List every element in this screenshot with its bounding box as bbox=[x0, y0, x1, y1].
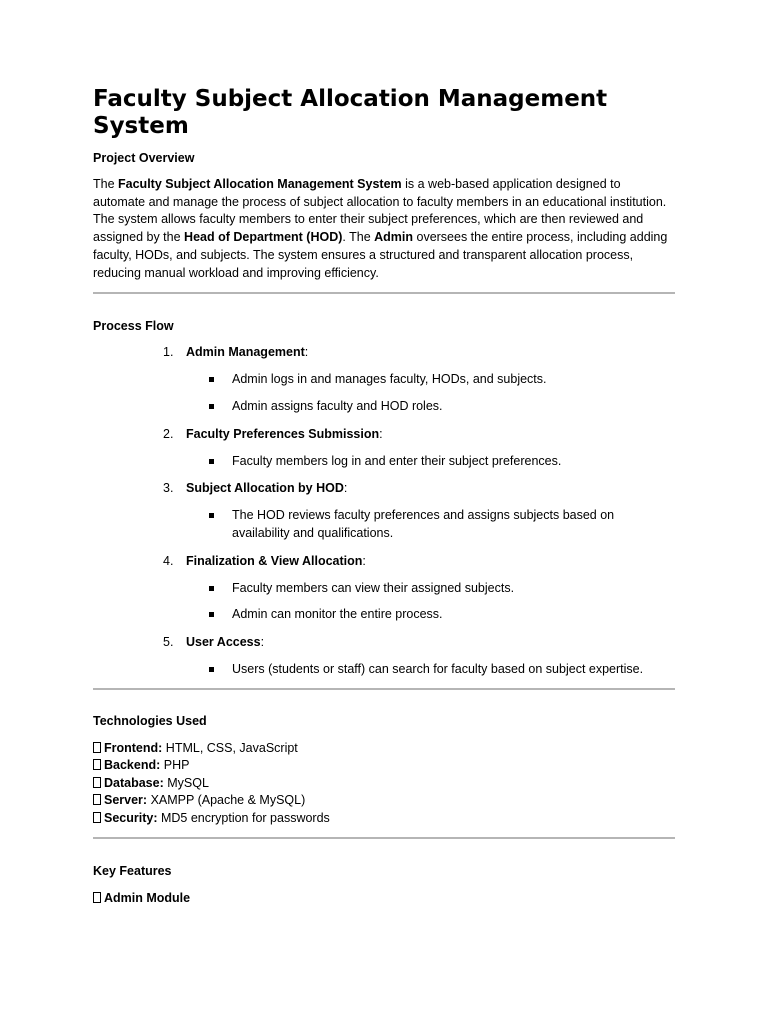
tech-item: Frontend: HTML, CSS, JavaScript bbox=[93, 740, 675, 758]
missing-glyph-icon bbox=[93, 812, 101, 823]
overview-bold-system: Faculty Subject Allocation Management System bbox=[118, 177, 402, 191]
step-title: Faculty Preferences Submission bbox=[186, 426, 380, 441]
process-step: 2. Faculty Preferences Submission: Faculty members log in and enter their subject preferences. bbox=[93, 426, 675, 471]
tech-list bbox=[93, 740, 675, 828]
step-title: Finalization & View Allocation bbox=[186, 553, 363, 568]
process-step: 3. Subject Allocation by HOD: The HOD reviews faculty preferences and assigns subjects based on availability and qualifications. bbox=[93, 480, 675, 542]
overview-text-2: is a web-based application designed to automate and manage the process of subject allocation to faculty members in an educational institution. The system allows faculty members to enter their subject preferences, which are then reviewed and assigned by the bbox=[93, 177, 667, 245]
overview-bold-hod: Head of Department (HOD) bbox=[184, 230, 343, 245]
overview-paragraph bbox=[93, 176, 675, 282]
missing-glyph-icon bbox=[93, 777, 101, 788]
overview-bold-admin: Admin bbox=[374, 230, 414, 245]
process-steps bbox=[93, 344, 675, 679]
process-step: 5. User Access: Users (students or staff) can search for faculty based on subject expertise. bbox=[93, 634, 675, 679]
step-bullet: Admin logs in and manages faculty, HODs, and subjects. bbox=[93, 371, 675, 389]
tech-heading: Technologies Used bbox=[93, 713, 207, 728]
step-number: 3. bbox=[163, 481, 174, 496]
square-bullet-icon bbox=[209, 612, 214, 617]
tech-item: Server: XAMPP (Apache & MySQL) bbox=[93, 792, 675, 810]
square-bullet-icon bbox=[209, 377, 214, 382]
document-page bbox=[93, 86, 675, 908]
document-title: Faculty Subject Allocation Management System bbox=[93, 86, 608, 139]
features-heading: Key Features bbox=[93, 864, 172, 879]
square-bullet-icon bbox=[209, 667, 214, 672]
tech-item: Backend: PHP bbox=[93, 757, 675, 775]
step-title: Admin Management bbox=[186, 345, 305, 360]
step-title: User Access bbox=[186, 635, 261, 650]
tech-item: Database: MySQL bbox=[93, 775, 675, 793]
step-bullet: Faculty members log in and enter their subject preferences. bbox=[93, 453, 675, 471]
square-bullet-icon bbox=[209, 459, 214, 464]
overview-heading: Project Overview bbox=[93, 151, 195, 165]
step-bullet: Faculty members can view their assigned subjects. bbox=[93, 580, 675, 598]
overview-text-1: The bbox=[93, 177, 119, 191]
square-bullet-icon bbox=[209, 404, 214, 409]
tech-item: Security: MD5 encryption for passwords bbox=[93, 810, 675, 828]
missing-glyph-icon bbox=[93, 892, 101, 903]
missing-glyph-icon bbox=[93, 742, 101, 753]
step-number: 4. bbox=[163, 553, 174, 568]
step-bullet: Admin assigns faculty and HOD roles. bbox=[93, 398, 675, 416]
missing-glyph-icon bbox=[93, 759, 101, 770]
feature-item: Admin Module bbox=[93, 890, 675, 908]
square-bullet-icon bbox=[209, 586, 214, 591]
process-step: 1. Admin Management: Admin logs in and manages faculty, HODs, and subjects. Admin assigns faculty and HOD roles. bbox=[93, 344, 675, 415]
step-number: 5. bbox=[163, 635, 174, 650]
overview-text-4: oversees the entire process, including adding faculty, HODs, and subjects. The system ensures a structured and transparent allocation process, reducing manual workload and improving efficiency. bbox=[93, 230, 668, 280]
step-number: 2. bbox=[163, 426, 174, 441]
step-title: Subject Allocation by HOD bbox=[186, 481, 344, 496]
step-number: 1. bbox=[163, 345, 174, 360]
process-step: 4. Finalization & View Allocation: Faculty members can view their assigned subjects. Admin can monitor the entire process. bbox=[93, 553, 675, 624]
overview-text-3: . The bbox=[342, 230, 375, 245]
step-bullet: Users (students or staff) can search for faculty based on subject expertise. bbox=[93, 661, 675, 679]
step-bullet: The HOD reviews faculty preferences and assigns subjects based on availability and qualifications. bbox=[93, 507, 675, 542]
missing-glyph-icon bbox=[93, 794, 101, 805]
process-heading: Process Flow bbox=[93, 319, 174, 334]
square-bullet-icon bbox=[209, 513, 214, 518]
step-bullet: Admin can monitor the entire process. bbox=[93, 606, 675, 624]
